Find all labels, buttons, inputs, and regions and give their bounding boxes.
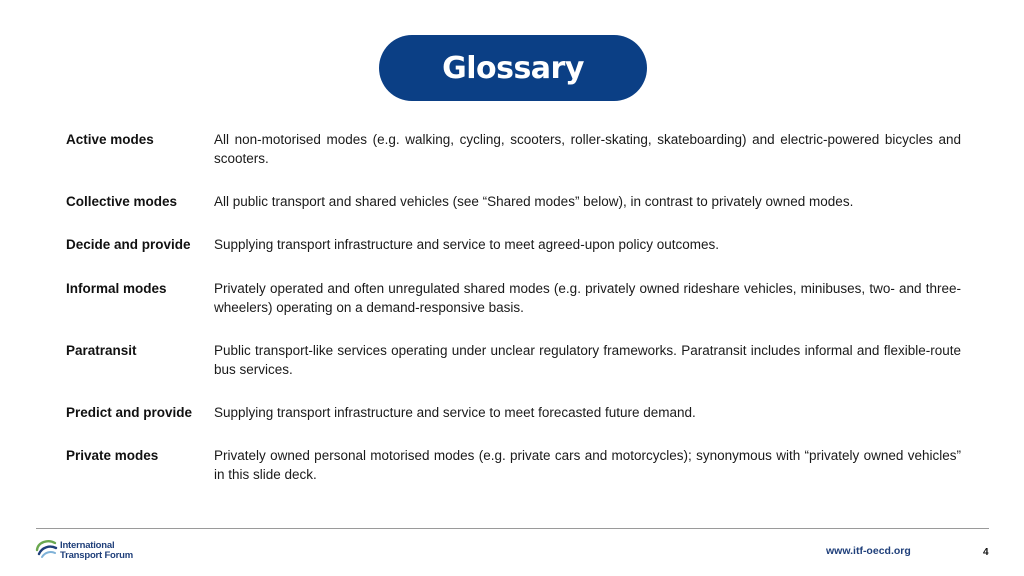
logo-text — [60, 541, 133, 561]
glossary-entry — [66, 341, 961, 379]
glossary-term: Decide and provide — [66, 237, 191, 252]
glossary-entry — [66, 446, 961, 484]
footer-divider — [36, 528, 989, 529]
glossary-term: Predict and provide — [66, 405, 193, 420]
glossary-entry — [66, 403, 961, 422]
glossary-term: Active modes — [66, 132, 154, 147]
glossary-definition: Privately operated and often unregulated shared modes (e.g. privately owned rideshare vehicles, minibuses, two- and three-wheelers) operating on a demand-responsive basis. — [214, 281, 961, 315]
glossary-entry — [66, 235, 961, 254]
globe-swoosh-icon — [34, 536, 58, 565]
glossary-definition: Supplying transport infrastructure and service to meet forecasted future demand. — [214, 405, 696, 420]
glossary-term: Informal modes — [66, 281, 167, 296]
glossary-term: Paratransit — [66, 343, 137, 358]
glossary-definition: All public transport and shared vehicles (see “Shared modes” below), in contrast to privately owned modes. — [214, 194, 854, 209]
itf-logo[interactable] — [34, 536, 133, 565]
website-link[interactable]: www.itf-oecd.org — [826, 545, 911, 557]
glossary-entry — [66, 192, 961, 211]
page-title: Glossary — [442, 50, 584, 86]
glossary-term: Private modes — [66, 448, 159, 463]
logo-line-1: International — [60, 539, 115, 551]
glossary-definition: All non-motorised modes (e.g. walking, cycling, scooters, roller-skating, skateboarding) and electric-powered bicycles and scooters. — [214, 132, 961, 166]
logo-line-2: Transport Forum — [60, 549, 134, 561]
glossary-term: Collective modes — [66, 194, 178, 209]
glossary-definition: Privately owned personal motorised modes (e.g. private cars and motorcycles); synonymous with “privately owned vehicles” in this slide deck. — [214, 448, 961, 482]
glossary-entry — [66, 279, 961, 317]
glossary-definition: Supplying transport infrastructure and service to meet agreed-upon policy outcomes. — [214, 237, 720, 252]
glossary-definition: Public transport-like services operating under unclear regulatory frameworks. Paratransit includes informal and flexible-route bus services. — [214, 343, 961, 377]
page-number: 4 — [983, 547, 989, 558]
glossary-entry — [66, 130, 961, 168]
title-banner — [379, 35, 647, 101]
